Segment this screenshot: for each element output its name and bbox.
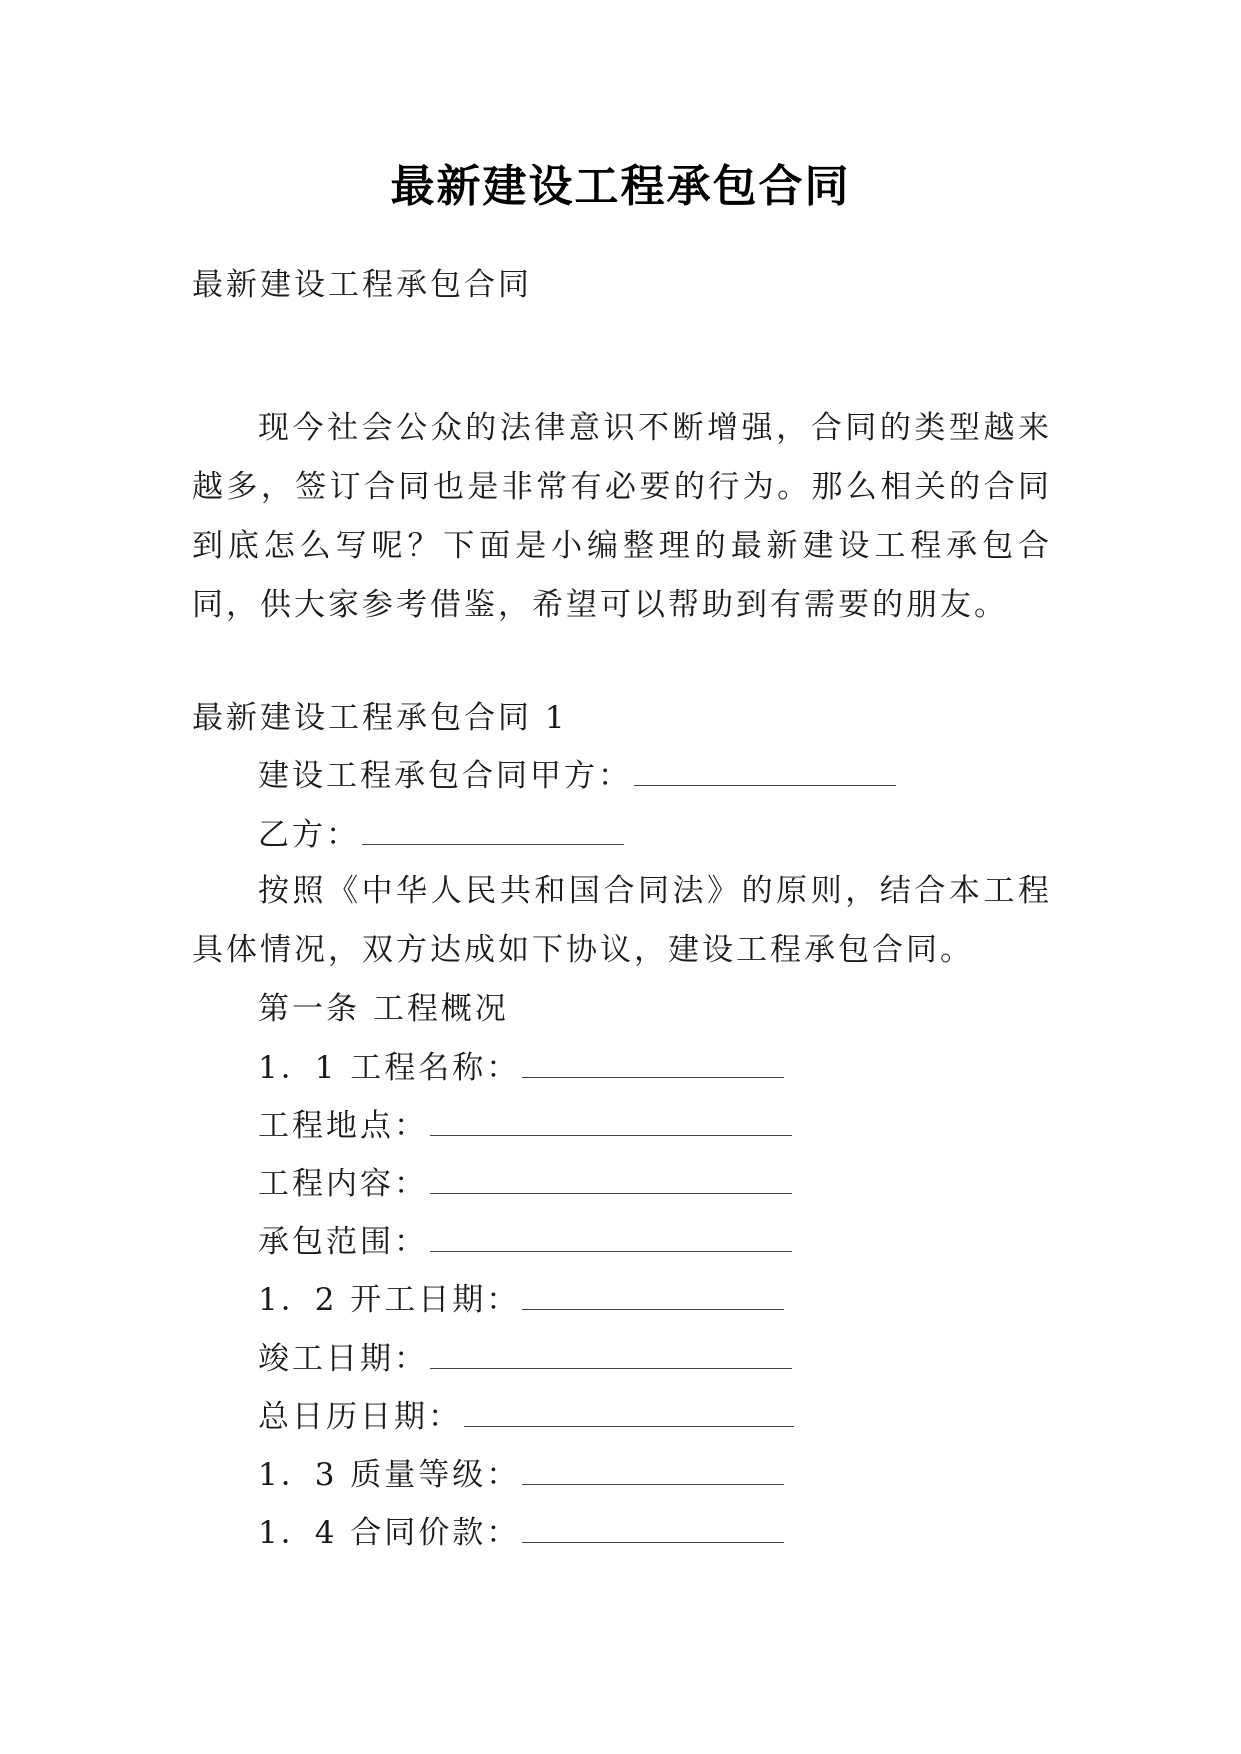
field-blank xyxy=(430,1223,792,1252)
field-label: 1．3 质量等级： xyxy=(258,1457,521,1493)
field-label: 竣工日期： xyxy=(258,1341,428,1377)
document-subtitle: 最新建设工程承包合同 xyxy=(192,267,532,303)
field-label: 总日历日期： xyxy=(258,1399,462,1435)
party-a-line xyxy=(258,756,896,796)
field-label: 承包范围： xyxy=(258,1224,428,1260)
field-blank xyxy=(430,1107,792,1136)
field-label: 工程内容： xyxy=(258,1166,428,1202)
field-contract-scope xyxy=(258,1222,792,1262)
field-project-name xyxy=(258,1048,784,1088)
field-contract-price xyxy=(258,1513,784,1553)
field-project-location xyxy=(258,1106,792,1146)
field-label: 工程地点： xyxy=(258,1108,428,1144)
document-title: 最新建设工程承包合同 xyxy=(390,161,851,212)
party-b-line xyxy=(258,815,624,855)
field-quality-grade xyxy=(258,1455,784,1495)
preamble-paragraph: 按照《中华人民共和国合同法》的原则，结合本工程具体情况，双方达成如下协议，建设工程承包合同。 xyxy=(192,873,1052,968)
field-label: 1．2 开工日期： xyxy=(258,1282,521,1318)
field-label: 1．1 工程名称： xyxy=(258,1050,521,1086)
party-a-blank xyxy=(634,757,896,786)
party-b-blank xyxy=(362,816,624,845)
field-blank xyxy=(430,1340,792,1369)
field-blank xyxy=(464,1398,794,1427)
field-blank xyxy=(522,1514,784,1543)
field-completion-date xyxy=(258,1339,792,1379)
field-blank xyxy=(522,1049,784,1078)
section-heading: 最新建设工程承包合同 1 xyxy=(192,700,568,736)
field-blank xyxy=(522,1281,784,1310)
field-label: 1．4 合同价款： xyxy=(258,1515,521,1551)
field-calendar-days xyxy=(258,1397,794,1437)
field-blank xyxy=(430,1165,792,1194)
party-a-label: 建设工程承包合同甲方： xyxy=(258,758,632,794)
field-project-content xyxy=(258,1164,792,1204)
party-b-label: 乙方： xyxy=(258,817,360,853)
field-blank xyxy=(522,1456,784,1485)
article-1-heading: 第一条 工程概况 xyxy=(258,991,509,1027)
field-start-date xyxy=(258,1280,784,1320)
intro-paragraph: 现今社会公众的法律意识不断增强，合同的类型越来越多，签订合同也是非常有必要的行为。那么相关的合同到底怎么写呢？下面是小编整理的最新建设工程承包合同，供大家参考借鉴，希望可以帮助到有需要的朋友。 xyxy=(192,410,1052,623)
